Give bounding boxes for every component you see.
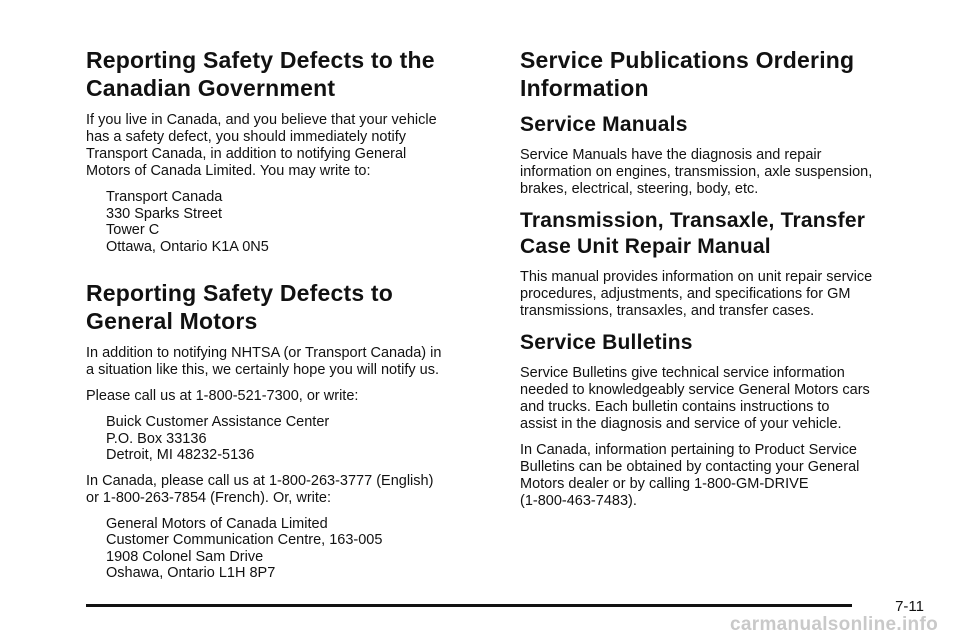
bulletins-line: needed to knowledgeably service General Motors cars (520, 382, 870, 398)
transmission-section (520, 208, 930, 320)
service-manuals-section (520, 112, 930, 198)
transmission-line: This manual provides information on unit repair service (520, 269, 873, 285)
service-bulletins-body2 (520, 442, 930, 510)
address-line: 330 Sparks Street (106, 205, 223, 222)
canada-heading-line2: Canadian Government (86, 75, 336, 101)
service-manuals-line: brakes, electrical, steering, body, etc. (520, 181, 759, 197)
gm-canada-text (86, 473, 486, 507)
service-manuals-heading: Service Manuals (520, 113, 688, 136)
gm-intro-line: In addition to notifying NHTSA (or Transport Canada) in (86, 345, 442, 361)
address-line: Customer Communication Centre, 163-005 (106, 532, 383, 548)
canada-body-line: has a safety defect, you should immediately notify (86, 129, 406, 145)
transmission-line: transmissions, transaxles, and transfer cases. (520, 303, 815, 319)
transmission-heading (520, 208, 930, 260)
page-number: 7-11 (895, 598, 924, 615)
watermark: carmanualsonline.info (730, 614, 938, 635)
gm-heading-line2: General Motors (86, 308, 258, 334)
address-line: Oshawa, Ontario L1H 8P7 (106, 565, 276, 581)
address-line: General Motors of Canada Limited (106, 515, 328, 532)
canada-heading (86, 46, 486, 102)
left-column (86, 46, 486, 591)
gm-call-text: Please call us at 1-800-521-7300, or write: (86, 388, 359, 404)
service-bulletins-section (520, 330, 930, 510)
gm-canada-line: or 1-800-263-7854 (French). Or, write: (86, 489, 331, 506)
publications-heading-line1: Service Publications Ordering (520, 47, 855, 73)
canada-body-line: If you live in Canada, and you believe that your vehicle (86, 112, 437, 128)
bulletins-line: Service Bulletins give technical service information (520, 365, 845, 381)
address-line: 1908 Colonel Sam Drive (106, 548, 264, 565)
canada-body-line: Transport Canada, in addition to notifying General (86, 146, 407, 162)
canada-section (86, 46, 486, 255)
footer-divider (86, 604, 852, 607)
address-line: Transport Canada (106, 189, 223, 205)
canada-heading-line1: Reporting Safety Defects to the (86, 47, 435, 73)
publications-heading-line2: Information (520, 75, 649, 101)
address-line: P.O. Box 33136 (106, 430, 207, 447)
transport-canada-address (86, 189, 486, 255)
address-line: Tower C (106, 222, 160, 238)
bulletins-line: Motors dealer or by calling 1-800-GM-DRIVE (520, 476, 809, 492)
canada-body (86, 112, 486, 180)
service-bulletins-body1 (520, 365, 930, 433)
address-line: Buick Customer Assistance Center (106, 414, 330, 430)
bulletins-line: Bulletins can be obtained by contacting your General (520, 459, 860, 475)
bulletins-line: assist in the diagnosis and service of your vehicle. (520, 416, 842, 432)
gm-intro (86, 345, 486, 379)
gm-canada-line: In Canada, please call us at 1-800-263-3777 (English) (86, 472, 434, 489)
gm-section (86, 279, 486, 582)
gm-heading (86, 279, 486, 335)
publications-heading (520, 46, 930, 102)
service-manuals-line: Service Manuals have the diagnosis and repair (520, 147, 822, 163)
gm-canada-address (86, 516, 486, 582)
gm-heading-line1: Reporting Safety Defects to (86, 280, 394, 306)
transmission-body (520, 269, 930, 320)
gm-intro-line: a situation like this, we certainly hope you will notify us. (86, 362, 440, 378)
bulletins-line: (1-800-463-7483). (520, 493, 637, 509)
canada-body-line: Motors of Canada Limited. You may write to: (86, 163, 371, 179)
service-manuals-line: information on engines, transmission, axle suspension, (520, 164, 873, 180)
service-manuals-body (520, 147, 930, 198)
buick-address (86, 414, 486, 464)
bulletins-line: In Canada, information pertaining to Product Service (520, 442, 857, 458)
transmission-line: procedures, adjustments, and specifications for GM (520, 286, 851, 302)
transmission-heading-line2: Case Unit Repair Manual (520, 235, 771, 258)
address-line: Ottawa, Ontario K1A 0N5 (106, 238, 269, 255)
service-bulletins-heading: Service Bulletins (520, 331, 693, 354)
bulletins-line: and trucks. Each bulletin contains instructions to (520, 399, 830, 415)
right-column (520, 46, 930, 519)
transmission-heading-line1: Transmission, Transaxle, Transfer (520, 209, 866, 232)
address-line: Detroit, MI 48232-5136 (106, 447, 255, 463)
